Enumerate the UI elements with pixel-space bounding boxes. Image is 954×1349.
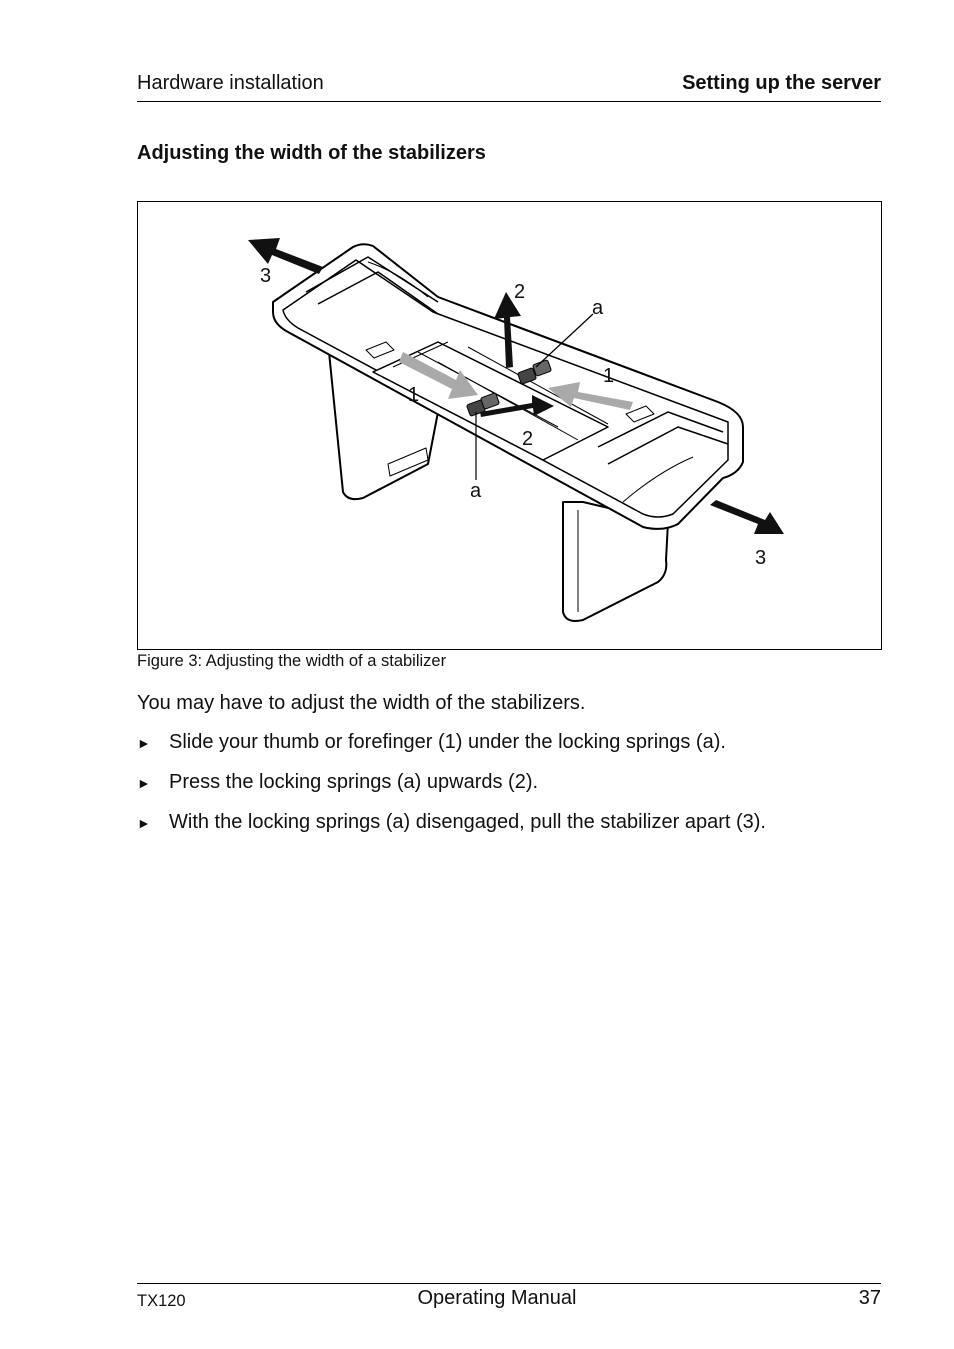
label-1-right: 1: [603, 365, 615, 387]
stabilizer-illustration: [138, 202, 881, 649]
page-number: 37: [858, 1287, 881, 1309]
stabilizer-figure: [137, 201, 882, 650]
header-divider: [137, 101, 881, 102]
step-text: Slide your thumb or forefinger (1) under the locking springs (a).: [169, 731, 726, 753]
bullet-icon: ►: [137, 735, 151, 751]
step-text: Press the locking springs (a) upwards (2).: [169, 771, 539, 793]
label-1-left: 1: [408, 384, 420, 406]
step-text: With the locking springs (a) disengaged, pull the stabilizer apart (3).: [169, 811, 766, 833]
label-3-right: 3: [755, 547, 767, 569]
label-2-upper: 2: [514, 281, 526, 303]
label-a-lower: a: [470, 480, 482, 502]
label-2-lower: 2: [522, 428, 534, 450]
running-header-section: Setting up the server: [682, 72, 881, 94]
intro-paragraph: You may have to adjust the width of the stabilizers.: [137, 692, 586, 714]
label-3-left: 3: [260, 265, 272, 287]
bullet-icon: ►: [137, 815, 151, 831]
running-header-chapter: Hardware installation: [137, 72, 324, 94]
footer-manual-title: Operating Manual: [417, 1287, 577, 1309]
footer-divider: [137, 1283, 881, 1284]
section-title: Adjusting the width of the stabilizers: [137, 142, 486, 164]
footer-model: TX120: [137, 1292, 186, 1310]
figure-caption: Figure 3: Adjusting the width of a stabilizer: [137, 652, 447, 670]
arrow-right-3: [710, 500, 784, 534]
label-a-upper: a: [592, 297, 604, 319]
bullet-icon: ►: [137, 775, 151, 791]
